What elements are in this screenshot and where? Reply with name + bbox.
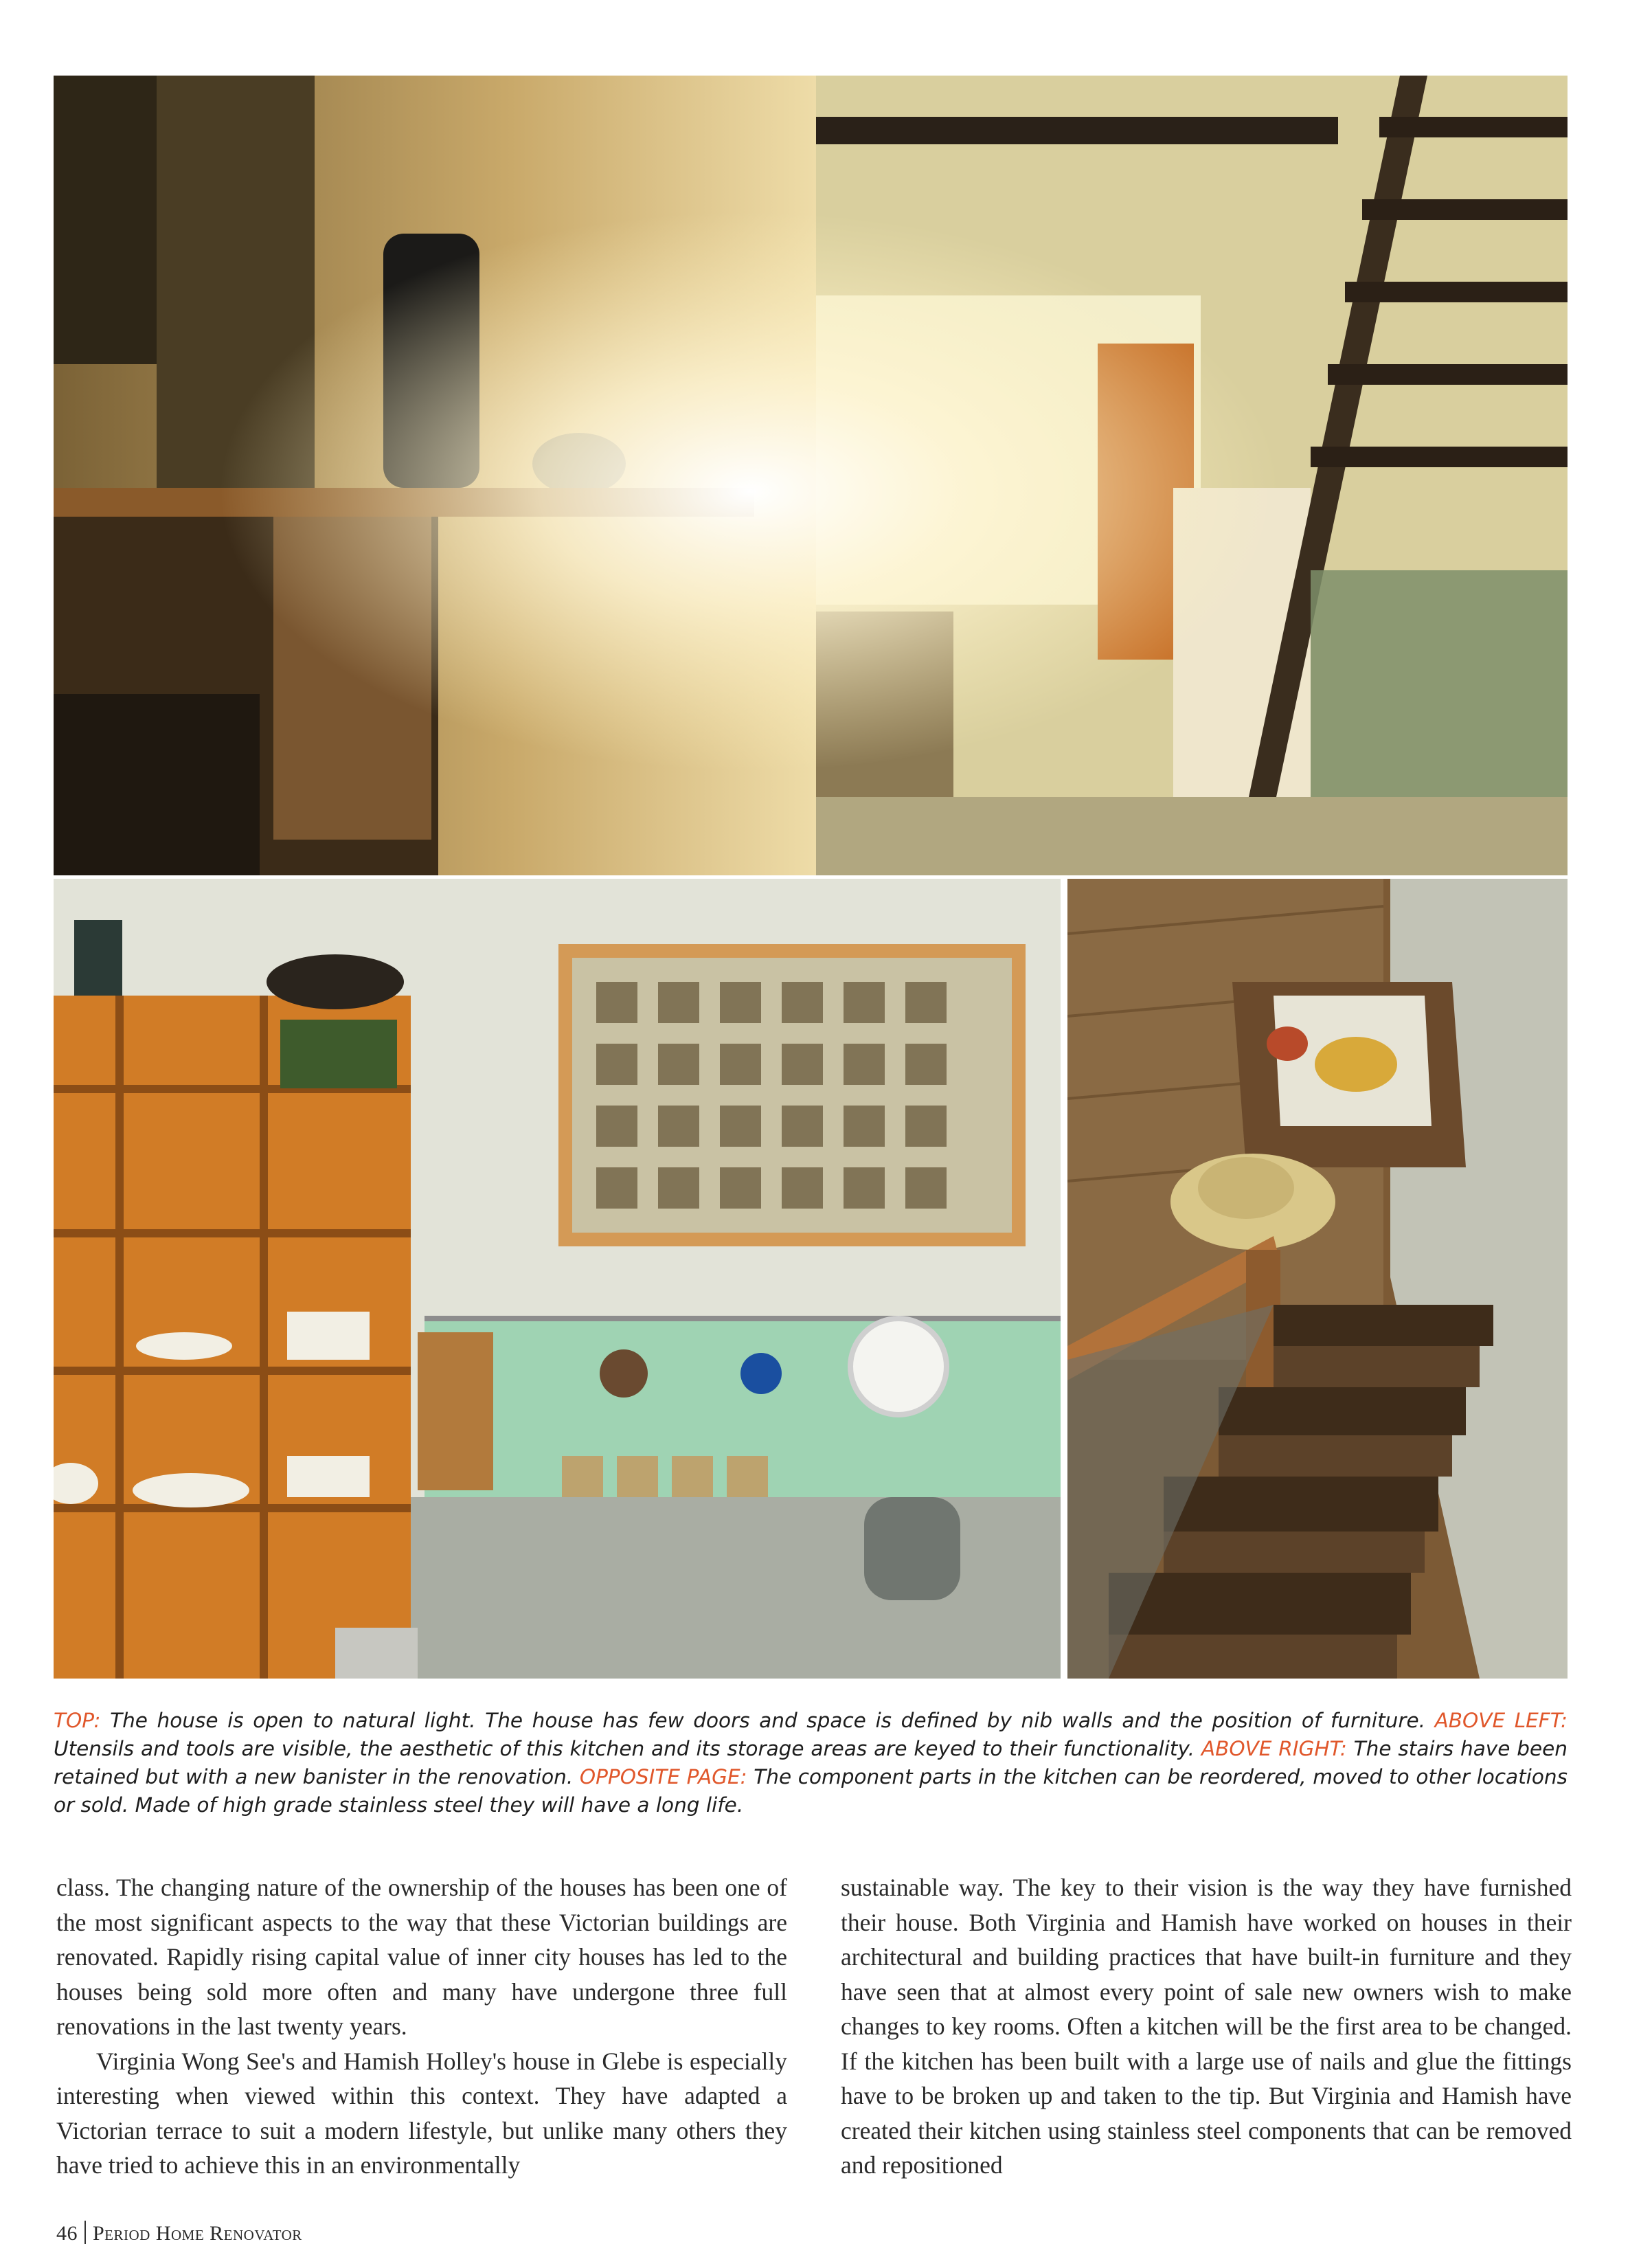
publication-name: Period Home Renovator [93, 2222, 302, 2245]
caption-text-opposite-page: The component parts in the kitchen can be reordered, moved to other locations or sold. Made of high grade stainless steel they will have a long life. [54, 1765, 1568, 1817]
caption-label-top: TOP: [54, 1709, 101, 1732]
body-column-right [841, 1870, 1572, 2183]
caption-label-above-left: ABOVE LEFT: [1434, 1709, 1568, 1732]
page-number: 46 [56, 2222, 78, 2245]
body-paragraph: class. The changing nature of the ownership of the houses has been one of the most significant aspects to the way that these Victorian buildings are renovated. Rapidly rising capital value of inner city houses has led to the houses being sold more often and many have undergone three full renovations in the last twenty years. [56, 1874, 787, 2040]
photo-stairs [1067, 879, 1568, 1679]
body-paragraph: Virginia Wong See's and Hamish Holley's house in Glebe is especially interesting when viewed within this context. They have adapted a Victorian terrace to suit a modern lifestyle, but unlike many others they have tried to achieve this in an environmentally [56, 2047, 787, 2179]
photo-caption [54, 1707, 1568, 1819]
photo-living-hallway [54, 76, 1568, 875]
caption-label-above-right: ABOVE RIGHT: [1201, 1737, 1347, 1760]
body-column-left [56, 1870, 787, 2183]
body-paragraph: sustainable way. The key to their vision is the way they have furnished their house. Both Virginia and Hamish have worked on houses in their architectural and building practices that have built-in furniture and they have seen that at almost every point of sale new owners wish to make changes to key rooms. Often a kitchen will be the first area to be changed. If the kitchen has been built with a large use of nails and glue the fittings have to be broken up and taken to the tip. But Virginia and Hamish have created their kitchen using stainless steel components that can be removed and repositioned [841, 1874, 1572, 2179]
photo-kitchen [54, 879, 1061, 1679]
page-footer [56, 2221, 302, 2245]
footer-divider [84, 2221, 86, 2244]
caption-text-above-right: The stairs have been retained but with a new banister in the renovation. [54, 1737, 1568, 1788]
caption-text-top: The house is open to natural light. The house has few doors and space is defined by nib walls and the position of furniture. [100, 1709, 1435, 1732]
caption-label-opposite-page: OPPOSITE PAGE: [579, 1765, 747, 1788]
caption-text-above-left: Utensils and tools are visible, the aesthetic of this kitchen and its storage areas are keyed to their functionality. [54, 1737, 1201, 1760]
